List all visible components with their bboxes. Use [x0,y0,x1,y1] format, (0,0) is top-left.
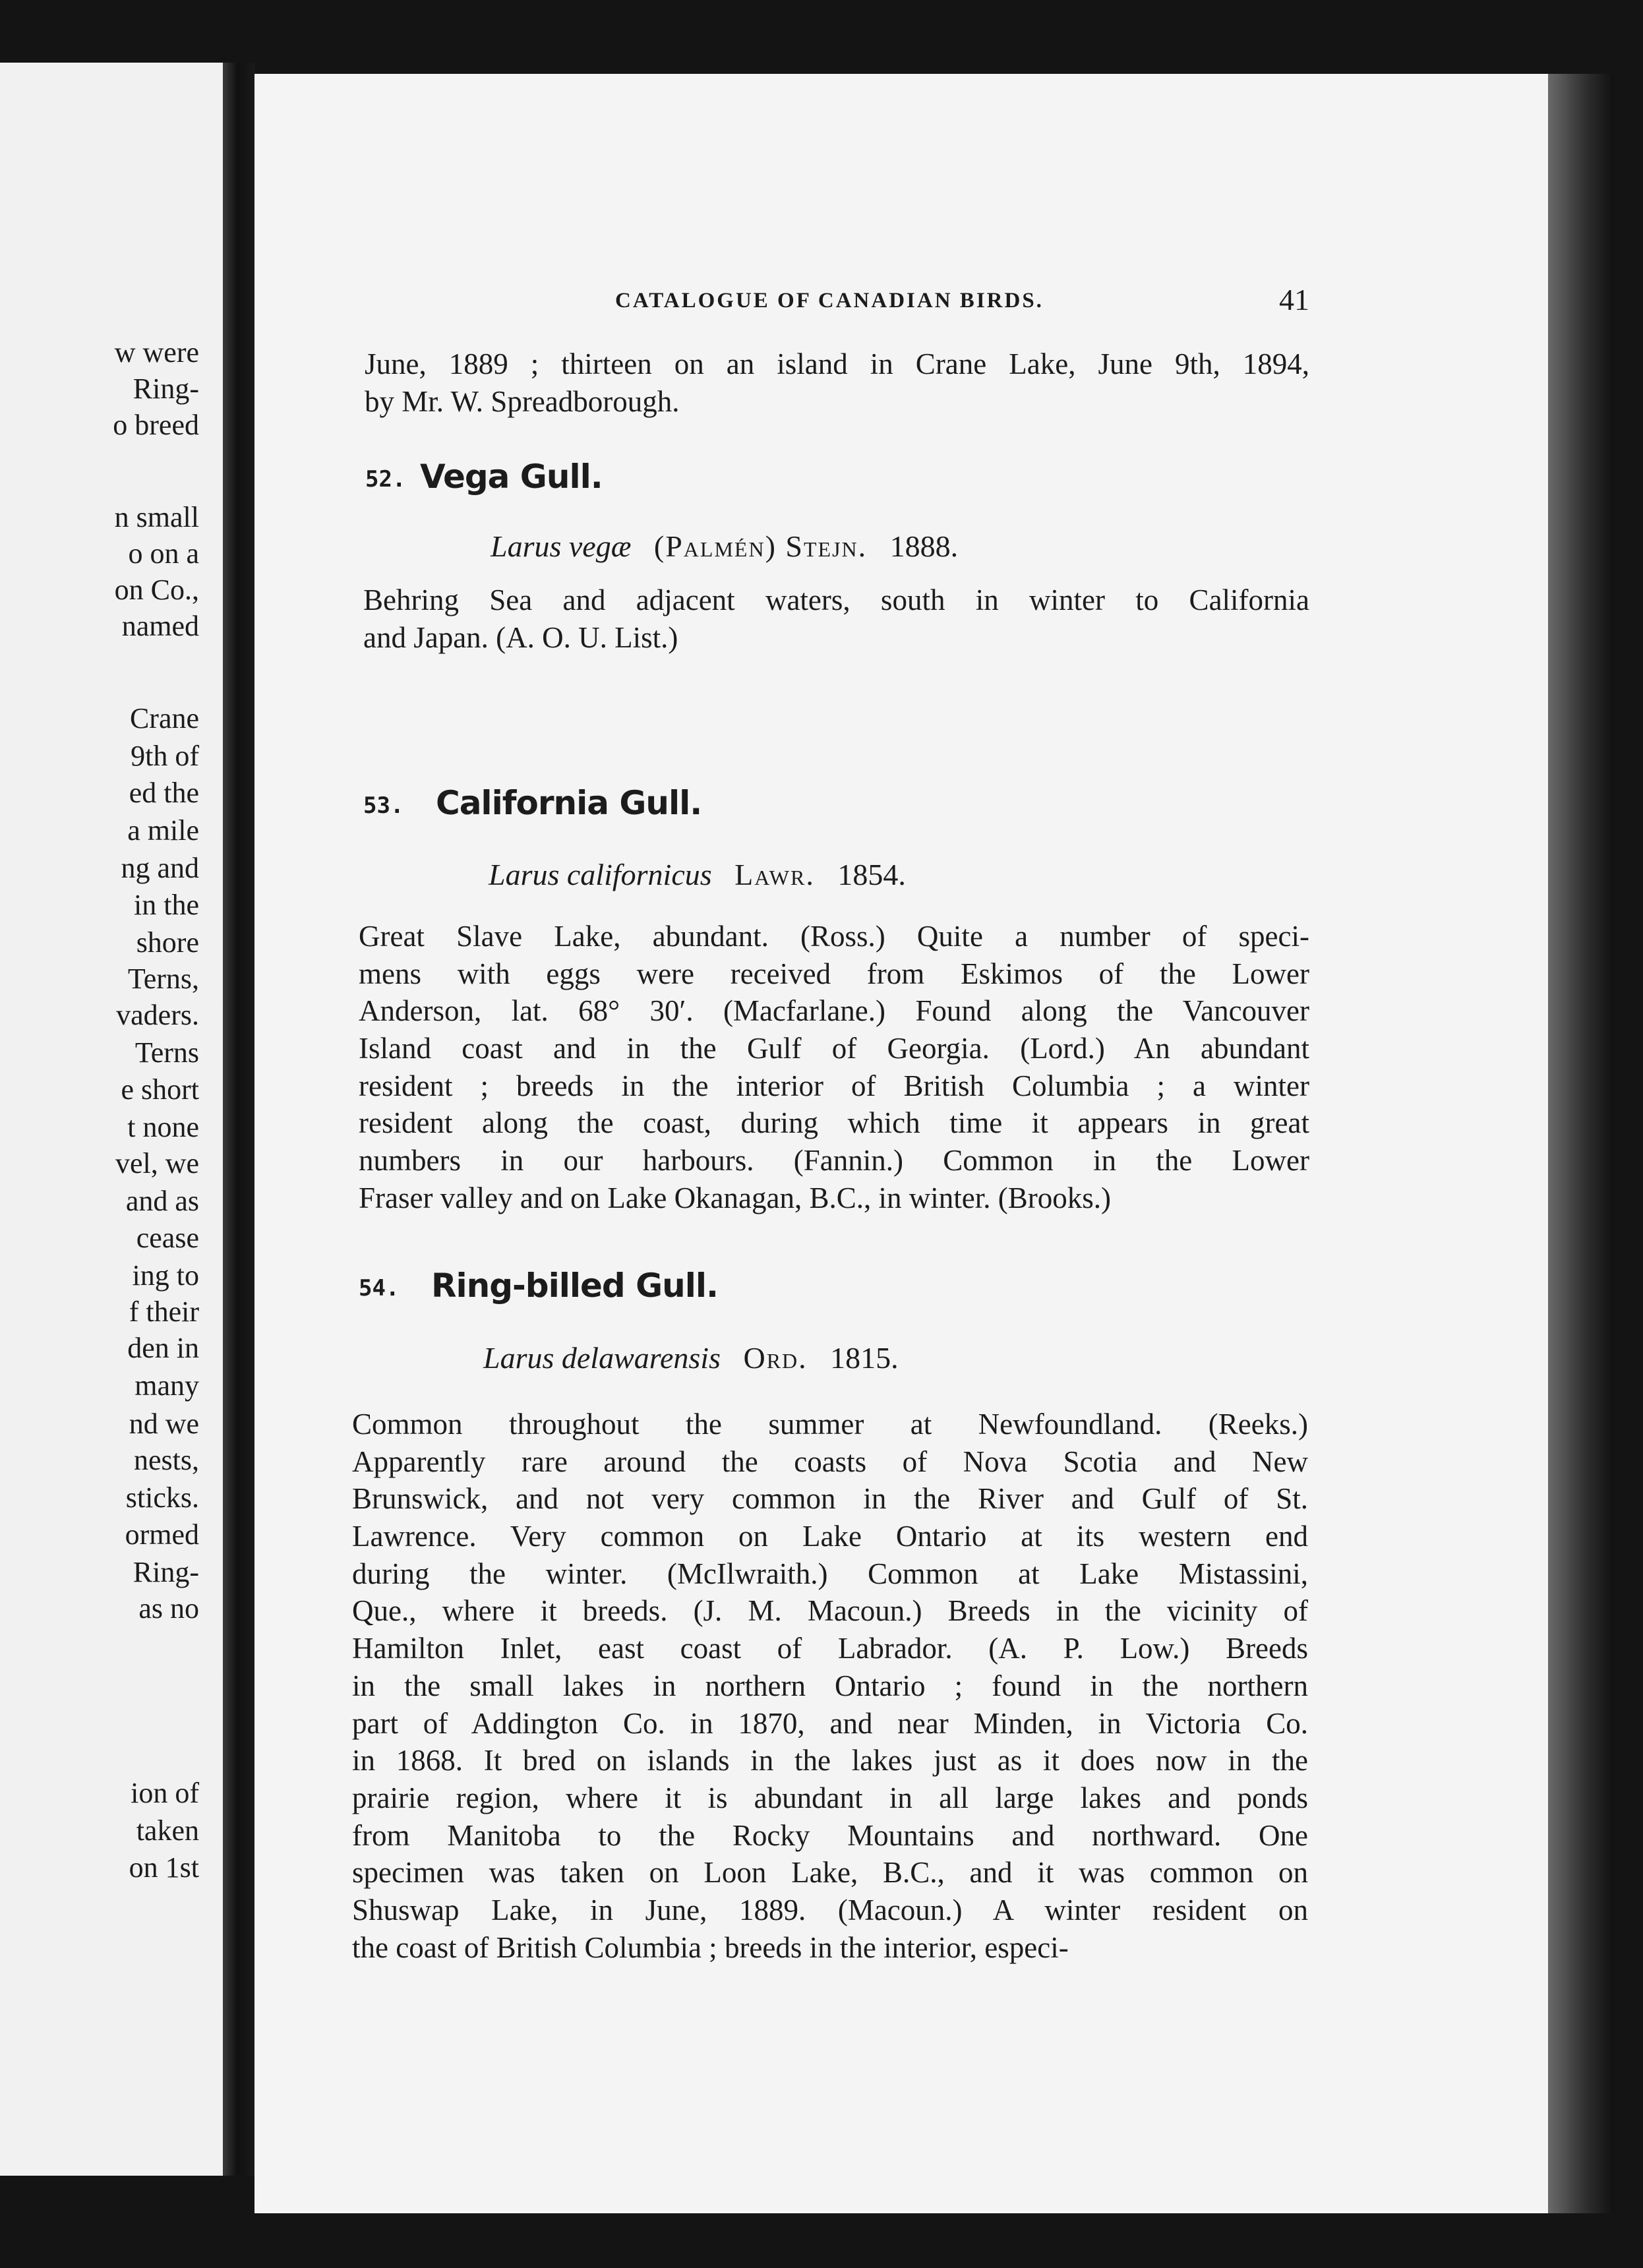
left-page-line: on Co., [114,574,199,606]
text-line: Island coast and in the Gulf of Georgia. (Lord.) An abundant [359,1032,1309,1065]
left-page-line: vel, we [115,1147,199,1179]
left-page-line: den in [127,1332,199,1364]
left-page-line: o breed [113,409,199,441]
left-page-line: ion of [131,1777,199,1809]
text-line: Shuswap Lake, in June, 1889. (Macoun.) A winter resident on [352,1893,1308,1926]
entry-number: 53. [363,792,404,819]
text-line: Behring Sea and adjacent waters, south in winter to California [363,583,1309,616]
text-line: Lawrence. Very common on Lake Ontario at its western end [352,1520,1308,1553]
entry-title: Vega Gull. [420,458,603,496]
text-line: part of Addington Co. in 1870, and near Minden, in Victoria Co. [352,1706,1308,1740]
text-line: and Japan. (A. O. U. List.) [363,620,678,654]
left-page-line: nd we [129,1408,199,1440]
left-page-line: ing to [132,1259,199,1292]
text-line: Anderson, lat. 68° 30′. (Macfarlane.) Found along the Vancouver [359,994,1309,1028]
left-page-line: nests, [134,1444,199,1476]
left-page-line: named [121,610,199,642]
entry-paragraph [363,582,1309,656]
left-page-line: e short [121,1073,199,1106]
page-number: 41 [1279,283,1309,316]
left-page-line: taken [136,1814,199,1847]
left-page-line: as no [138,1592,199,1625]
entry-paragraph [359,918,1309,1217]
entry-paragraph [352,1406,1308,1966]
text-line: by Mr. W. Spreadborough. [365,384,680,418]
text-line: Great Slave Lake, abundant. (Ross.) Quite a number of speci- [359,920,1309,953]
scientific-name-line [491,529,958,564]
left-facing-page [0,63,223,2176]
text-line: mens with eggs were received from Eskimos of the Lower [359,957,1309,990]
authority: Ord. [743,1341,808,1375]
left-page-line: Terns [134,1036,199,1069]
entry-number: 54. [359,1275,400,1301]
left-page-line: o on a [128,537,199,570]
authority: (Palmén) Stejn. [653,529,868,563]
text-line: Common throughout the summer at Newfoundland. (Reeks.) [352,1408,1308,1441]
text-line: specimen was taken on Loon Lake, B.C., and it was common on [352,1856,1308,1890]
book-gutter [223,63,254,2176]
left-page-line: ed the [129,777,199,809]
left-page-line: 9th of [131,740,199,772]
text-line: Fraser valley and on Lake Okanagan, B.C., in winter. (Brooks.) [359,1181,1111,1214]
left-page-line: Ring- [133,1556,199,1588]
left-page-line: cease [136,1222,199,1254]
authority: Lawr. [734,858,815,891]
left-page-line: vaders. [116,999,199,1031]
text-line: in the small lakes in northern Ontario ; found in the northern [352,1669,1308,1702]
scientific-name: Larus vegæ [491,529,632,563]
text-line: June, 1889 ; thirteen on an island in Crane Lake, June 9th, 1894, [365,347,1309,380]
page-edge-shadow [1548,74,1614,2213]
left-page-line: a mile [127,814,199,847]
year: 1888. [889,529,959,563]
text-line: in 1868. It bred on islands in the lakes just as it does now in the [352,1744,1308,1777]
scientific-name-line [489,857,906,892]
text-line: during the winter. (McIlwraith.) Common at Lake Mistassini, [352,1557,1308,1590]
left-page-line: t none [127,1111,199,1143]
text-line: the coast of British Columbia ; breeds in the interior, especi- [352,1930,1069,1964]
left-page-line: many [134,1369,199,1402]
left-page-line: ng and [121,852,199,884]
left-page-line: and as [125,1185,199,1217]
running-title: CATALOGUE OF CANADIAN BIRDS. [615,289,1044,313]
left-page-line: n small [114,501,199,533]
scientific-name-line [483,1340,899,1375]
left-page-line: Terns, [127,963,199,995]
text-line: prairie region, where it is abundant in all large lakes and ponds [352,1781,1308,1814]
text-line: Apparently rare around the coasts of Nova Scotia and New [352,1445,1308,1478]
text-line: Brunswick, and not very common in the River and Gulf of St. [352,1482,1308,1516]
continuation-paragraph [365,345,1309,420]
left-page-line: on 1st [129,1851,199,1884]
text-line: resident along the coast, during which time it appears in great [359,1106,1309,1140]
left-page-line: in the [134,889,199,921]
text-line: Hamilton Inlet, east coast of Labrador. (A. P. Low.) Breeds [352,1632,1308,1665]
left-page-line: Ring- [133,373,199,405]
scientific-name: Larus californicus [489,858,712,891]
main-page [254,74,1548,2213]
entry-number: 52. [365,466,406,492]
text-line: numbers in our harbours. (Fannin.) Common in the Lower [359,1144,1309,1178]
left-page-line: Crane [129,702,199,734]
scientific-name: Larus delawarensis [483,1341,721,1375]
left-page-line: shore [136,926,199,959]
left-page-line: ormed [125,1518,199,1551]
year: 1854. [837,858,906,891]
left-page-line: f their [129,1296,199,1328]
text-line: from Manitoba to the Rocky Mountains and northward. One [352,1818,1308,1852]
entry-title: California Gull. [436,784,702,822]
text-line: Que., where it breeds. (J. M. Macoun.) Breeds in the vicinity of [352,1594,1308,1628]
year: 1815. [830,1341,899,1375]
left-page-line: sticks. [125,1481,199,1514]
left-page-line: w were [114,336,199,369]
entry-title: Ring-billed Gull. [431,1267,719,1305]
text-line: resident ; breeds in the interior of British Columbia ; a winter [359,1069,1309,1102]
